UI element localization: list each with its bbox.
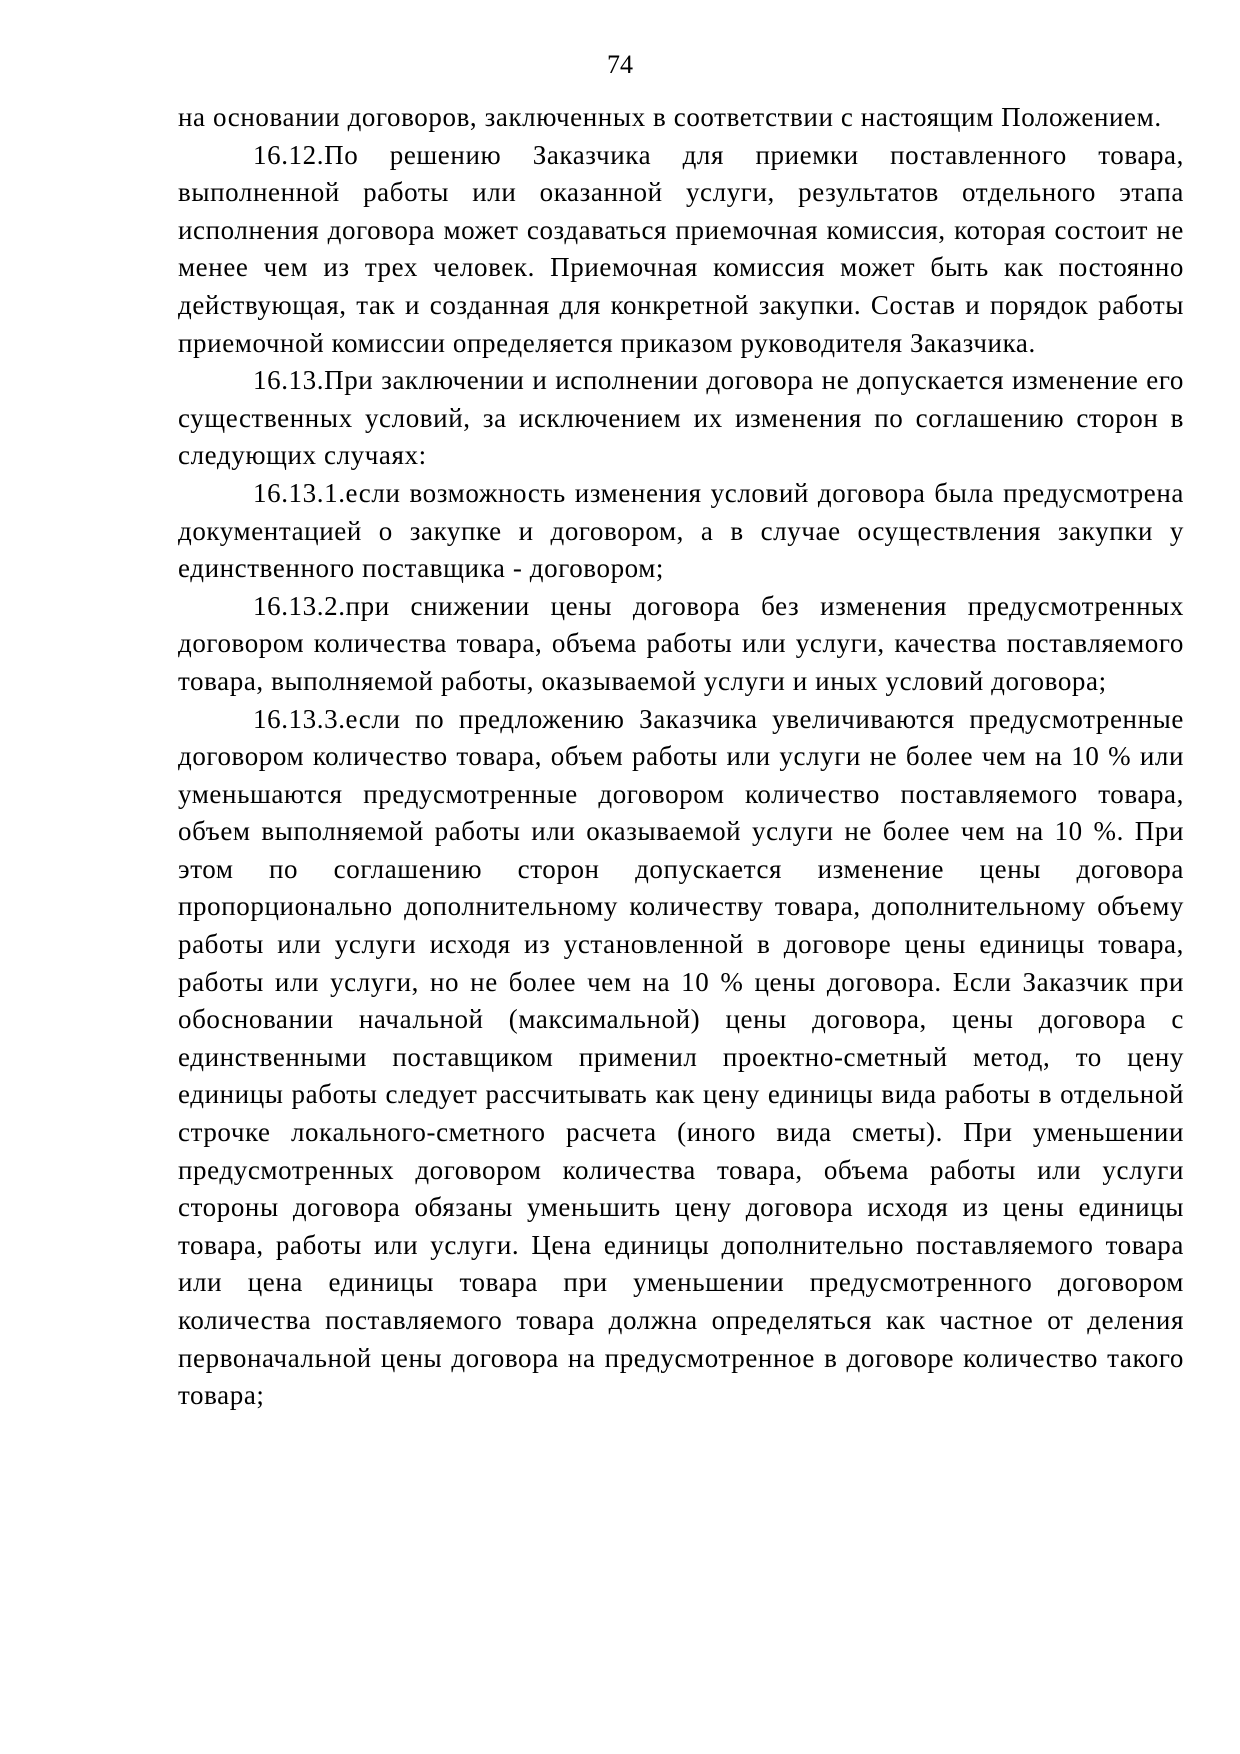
paragraph-16-13-2: 16.13.2.при снижении цены договора без изменения предусмотренных договором количества товара, объема работы или услуги, качества поставляемого товара, выполняемой работы, оказываемой услуги и иных условий договора; (178, 590, 1184, 696)
paragraph-16-13: 16.13.При заключении и исполнении договора не допускается изменение его существенных условий, за исключением их изменения по соглашению сторон в следующих случаях: (178, 365, 1184, 471)
paragraph-16-13-3: 16.13.3.если по предложению Заказчика увеличиваются предусмотренные договором количество товара, объем работы или услуги не более чем на 10 % или уменьшаются предусмотренные договором количество поставляемого товара, объем выполняемой работы или оказываемой услуги не более чем на 10 %. При этом по соглашению сторон допускается изменение цены договора пропорционально дополнительному количеству товара, дополнительному объему работы или услуги исходя из установленной в договоре цены единицы товара, работы или услуги, но не более чем на 10 % цены договора. Если Заказчик при обосновании начальной (максимальной) цены договора, цены договора с единственными поставщиком применил проектно-сметный метод, то цену единицы работы следует рассчитывать как цену единицы вида работы в отдельной строчке локального-сметного расчета (иного вида сметы). При уменьшении предусмотренных договором количества товара, объема работы или услуги стороны договора обязаны уменьшить цену договора исходя из цены единицы товара, работы или услуги. Цена единицы дополнительно поставляемого товара или цена единицы товара при уменьшении предусмотренного договором количества поставляемого товара должна определяться как частное от деления первоначальной цены договора на предусмотренное в договоре количество такого товара; (178, 703, 1184, 1411)
paragraph-16-13-1: 16.13.1.если возможность изменения условий договора была предусмотрена документацией о закупке и договором, а в случае осуществления закупки у единственного поставщика - договором; (178, 477, 1184, 584)
paragraph-16-12: 16.12.По решению Заказчика для приемки поставленного товара, выполненной работы или оказанной услуги, результатов отдельного этапа исполнения договора может создаваться приемочная комиссия, которая состоит не менее чем из трех человек. Приемочная комиссия может быть как постоянно действующая, так и созданная для конкретной закупки. Состав и порядок работы приемочной комиссии определяется приказом руководителя Заказчика. (178, 139, 1184, 358)
paragraph-continuation: на основании договоров, заключенных в соответствии с настоящим Положением. (178, 102, 1162, 132)
page-number: 74 (607, 50, 633, 79)
document-body (178, 99, 1184, 1415)
